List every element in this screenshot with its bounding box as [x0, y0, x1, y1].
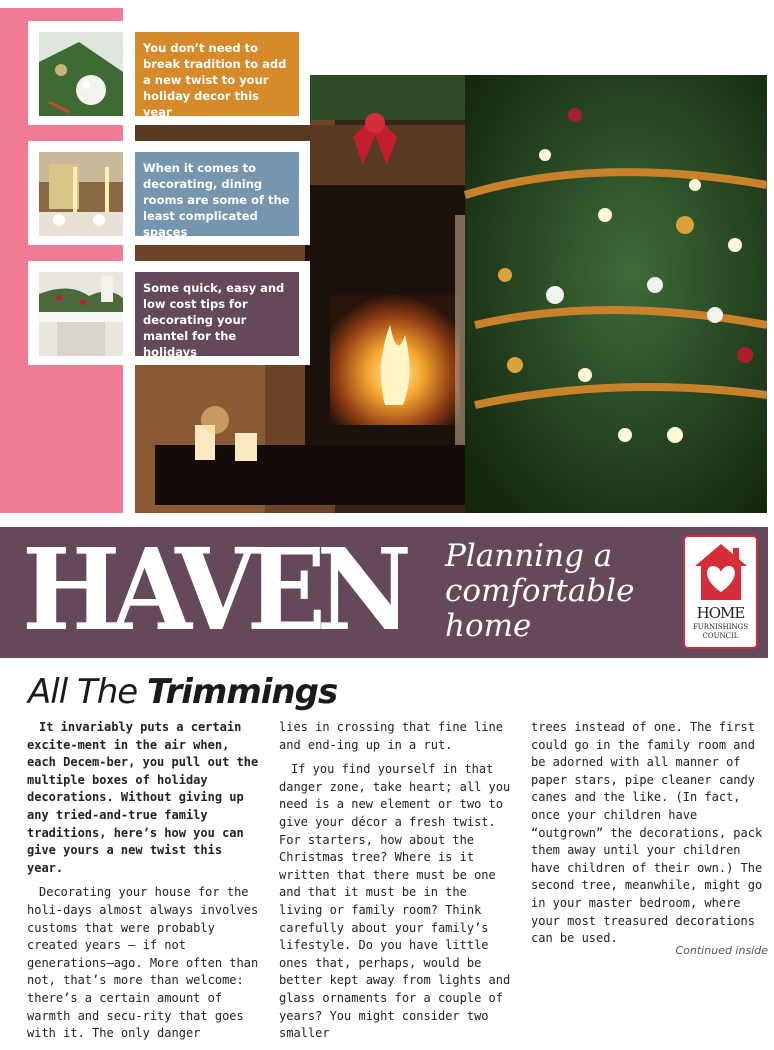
article-paragraph: Decorating your house for the holi-days almost always involves customs that were probably created years — if not generations—ago. More often than not, that’s more than welcome: there’s a certain amount of warmth and secu-rity that goes with it. The only danger — [27, 885, 259, 1041]
tagline-line: Planning a — [445, 538, 613, 574]
tagline-line: home — [445, 608, 532, 644]
masthead-banner — [0, 527, 768, 658]
article-paragraph: trees instead of one. The first could go in the family room and be adorned with all manner of paper stars, pipe cleaner candy canes and the like. (In fact, once your children have “outgrown” the decorations, pack them away until your children have children of their own.) The second tree, meanwhile, might go in your master bedroom, where your most treasured decorations can be used. — [531, 720, 763, 946]
teaser-text: You don’t need to break tradition to add a new twist to your holiday decor this year — [135, 32, 299, 116]
article-title-light: All The — [28, 672, 148, 712]
article-column-1 — [27, 719, 263, 1050]
article-column-3 — [531, 719, 773, 955]
dining-room-thumbnail — [39, 152, 123, 236]
masthead-title: HAVEN — [22, 525, 403, 656]
logo-text-home: HOME — [696, 604, 745, 622]
heart-house-icon — [693, 542, 749, 602]
teaser-card-dining-room[interactable] — [28, 141, 310, 245]
teaser-card-tradition[interactable] — [28, 21, 310, 125]
article-title — [28, 670, 337, 714]
home-furnishings-council-logo[interactable] — [683, 535, 758, 649]
teaser-text: Some quick, easy and low cost tips for decorating your mantel for the holidays — [135, 272, 299, 356]
article-title-bold: Trimmings — [147, 672, 338, 712]
ornament-thumbnail — [39, 32, 123, 116]
continued-inside-link[interactable]: Continued inside — [675, 944, 768, 957]
tagline-line: comfortable — [445, 573, 635, 609]
article-paragraph: If you find yourself in that danger zone, take heart; all you need is a new element or two to give your décor a fresh twist. For starters, how about the Christmas tree? Where is it written that there must be one and that it must be in the living or family room? Think carefully about your family’s lifestyle. Do you have little ones that, perhaps, would be better kept away from lights and glass ornaments for a couple of years? You might consider two smaller — [279, 762, 511, 1041]
article-paragraph: lies in crossing that fine line and end-ing up in a rut. — [279, 720, 503, 752]
logo-text-council: COUNCIL — [702, 632, 739, 640]
article-column-2 — [279, 719, 517, 1050]
article-lead-paragraph: It invariably puts a certain excite-ment in the air when, each Decem-ber, you pull out the multiple boxes of holiday decorations. Without giving up any tried-and-true family traditions, here’s how you can give yours a new twist this year. — [27, 720, 259, 875]
logo-text-furnishings: FURNISHINGS — [692, 623, 749, 631]
mantel-thumbnail — [39, 272, 123, 356]
teaser-text: When it comes to decorating, dining rooms are some of the least complicated spaces — [135, 152, 299, 236]
teaser-card-mantel[interactable] — [28, 261, 310, 365]
tagline — [445, 539, 634, 644]
